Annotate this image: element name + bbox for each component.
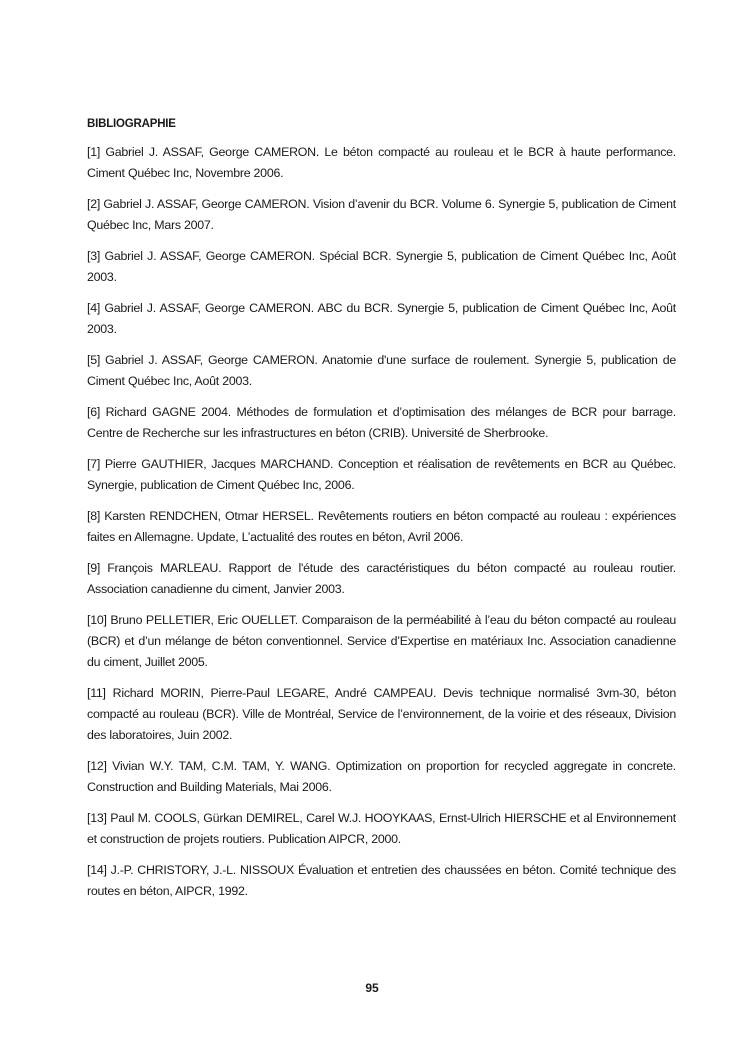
reference-item: [8] Karsten RENDCHEN, Otmar HERSEL. Revêtements routiers en béton compacté au rouleau : expériences faites en Allemagne. Update, L’actualité des routes en béton, Avril 2006. xyxy=(87,509,676,544)
page-number: 95 xyxy=(365,981,379,995)
reference-item: [10] Bruno PELLETIER, Eric OUELLET. Comparaison de la perméabilité à l’eau du béton compacté au rouleau (BCR) et d’un mélange de béton conventionnel. Service d’Expertise en matériaux Inc. Association canadienne du ciment, Juillet 2005. xyxy=(87,613,676,669)
section-heading: BIBLIOGRAPHIE xyxy=(87,118,176,130)
reference-item: [9] François MARLEAU. Rapport de l'étude des caractéristiques du béton compacté au rouleau routier. Association canadienne du ciment, Janvier 2003. xyxy=(87,561,676,596)
reference-item: [14] J.-P. CHRISTORY, J.-L. NISSOUX Évaluation et entretien des chaussées en béton. Comité technique des routes en béton, AIPCR, 1992. xyxy=(87,863,676,898)
reference-item: [12] Vivian W.Y. TAM, C.M. TAM, Y. WANG. Optimization on proportion for recycled aggregate in concrete. Construction and Building Materials, Mai 2006. xyxy=(87,759,676,794)
reference-item: [13] Paul M. COOLS, Gürkan DEMIREL, Carel W.J. HOOYKAAS, Ernst-Ulrich HIERSCHE et al Environnement et construction de projets routiers. Publication AIPCR, 2000. xyxy=(87,811,676,846)
reference-item: [2] Gabriel J. ASSAF, George CAMERON. Vision d’avenir du BCR. Volume 6. Synergie 5, publication de Ciment Québec Inc, Mars 2007. xyxy=(87,197,676,232)
reference-item: [5] Gabriel J. ASSAF, George CAMERON. Anatomie d'une surface de roulement. Synergie 5, publication de Ciment Québec Inc, Août 2003. xyxy=(87,353,676,388)
bibliography-section xyxy=(87,116,676,912)
reference-item: [7] Pierre GAUTHIER, Jacques MARCHAND. Conception et réalisation de revêtements en BCR au Québec. Synergie, publication de Ciment Québec Inc, 2006. xyxy=(87,457,676,492)
reference-item: [4] Gabriel J. ASSAF, George CAMERON. ABC du BCR. Synergie 5, publication de Ciment Québec Inc, Août 2003. xyxy=(87,301,676,336)
reference-item: [11] Richard MORIN, Pierre-Paul LEGARE, André CAMPEAU. Devis technique normalisé 3vm-30, béton compacté au rouleau (BCR). Ville de Montréal, Service de l’environnement, de la voirie et des réseaux, Division des laboratoires, Juin 2002. xyxy=(87,686,676,742)
reference-item: [6] Richard GAGNE 2004. Méthodes de formulation et d’optimisation des mélanges de BCR pour barrage. Centre de Recherche sur les infrastructures en béton (CRIB). Université de Sherbrooke. xyxy=(87,405,676,440)
reference-item: [1] Gabriel J. ASSAF, George CAMERON. Le béton compacté au rouleau et le BCR à haute performance. Ciment Québec Inc, Novembre 2006. xyxy=(87,145,676,180)
reference-item: [3] Gabriel J. ASSAF, George CAMERON. Spécial BCR. Synergie 5, publication de Ciment Québec Inc, Août 2003. xyxy=(87,249,676,284)
